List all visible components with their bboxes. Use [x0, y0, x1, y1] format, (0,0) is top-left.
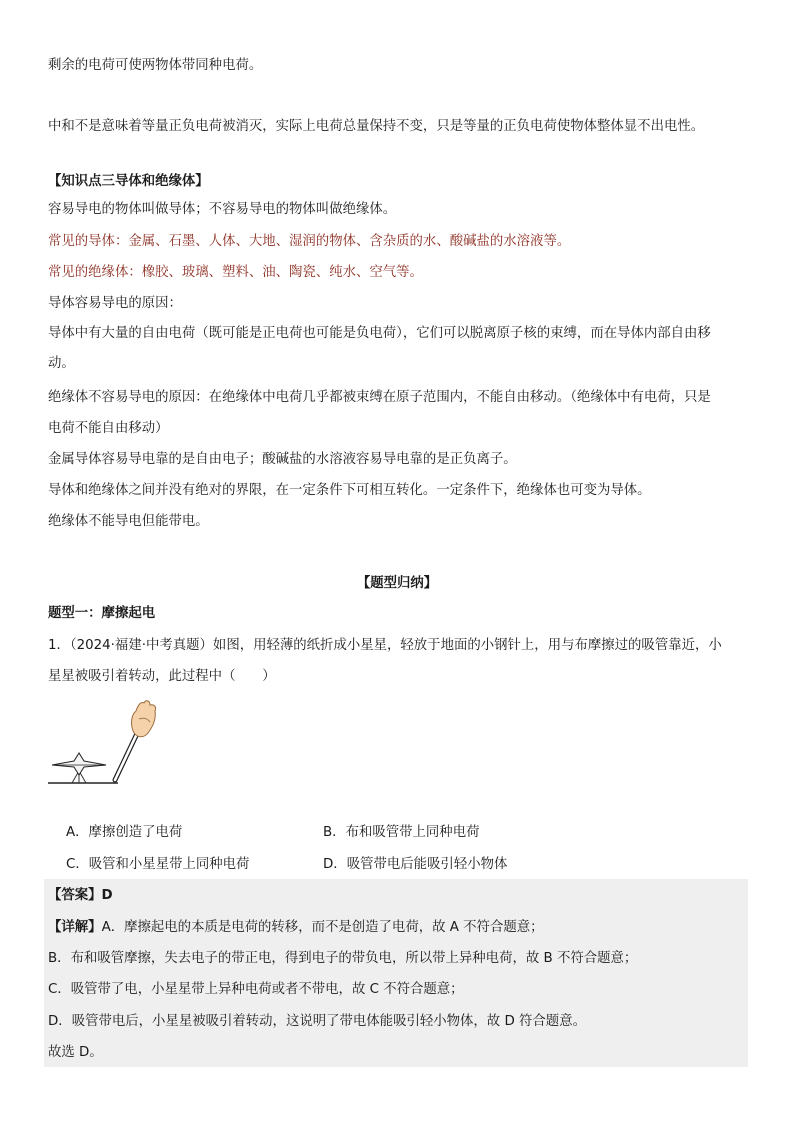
conductor-reason-line2: 动。	[48, 356, 75, 371]
paper-star	[52, 753, 106, 775]
option-a: A．摩擦创造了电荷	[66, 825, 183, 840]
star-straw-figure	[46, 695, 164, 793]
question-stem-line1: 1．（2024·福建·中考真题）如图，用轻薄的纸折成小星星，轻放于地面的小钢针上，用与布摩擦过的吸管靠近，小	[48, 638, 722, 653]
insulator-reason-line1: 绝缘体不容易导电的原因：在绝缘体中电荷几乎都被束缚在原子范围内，不能自由移动。（绝缘体中有电荷，只是	[48, 390, 711, 405]
definition-text: 容易导电的物体叫做导体；不容易导电的物体叫做绝缘体。	[48, 202, 397, 217]
question-stem-line2: 星星被吸引着转动，此过程中（ ）	[48, 669, 276, 684]
answer-label: 【答案】D	[48, 888, 113, 903]
conductor-reason-title: 导体容易导电的原因：	[48, 296, 182, 311]
detail-line-d: D．吸管带电后，小星星被吸引着转动，这说明了带电体能吸引轻小物体，故 D 符合题意。	[48, 1014, 586, 1029]
answer-box	[44, 879, 748, 1067]
detail-line-c: C．吸管带了电，小星星带上异种电荷或者不带电，故 C 不符合题意；	[48, 982, 464, 997]
conductors-list: 常见的导体：金属、石墨、人体、大地、湿润的物体、含杂质的水、酸碱盐的水溶液等。	[48, 234, 571, 249]
option-c: C．吸管和小星星带上同种电荷	[66, 857, 250, 872]
section-title: 【题型归纳】	[356, 576, 438, 591]
conclusion-text: 故选 D。	[48, 1045, 103, 1060]
detail-line-a	[48, 918, 544, 938]
paragraph-neutralization: 中和不是意味着等量正负电荷被消灭，实际上电荷总量保持不变，只是等量的正负电荷使物体整体显不出电性。	[48, 119, 705, 134]
insulator-charge-text: 绝缘体不能导电但能带电。	[48, 514, 209, 529]
knowledge-heading: 【知识点三导体和绝缘体】	[48, 174, 209, 189]
detail-a-text: A．摩擦起电的本质是电荷的转移，而不是创造了电荷，故 A 不符合题意；	[101, 920, 544, 935]
conductor-reason-line1: 导体中有大量的自由电荷（既可能是正电荷也可能是负电荷），它们可以脱离原子核的束缚，而在导体内部自由移	[48, 326, 711, 341]
option-d: D．吸管带电后能吸引轻小物体	[323, 857, 508, 872]
charge-carriers-text: 金属导体容易导电靠的是自由电子；酸碱盐的水溶液容易导电靠的是正负离子。	[48, 452, 517, 467]
paragraph-remaining-charge: 剩余的电荷可使两物体带同种电荷。	[48, 58, 263, 73]
question-type-heading: 题型一：摩擦起电	[48, 606, 156, 621]
insulator-reason-line2: 电荷不能自由移动）	[48, 421, 169, 436]
hand	[132, 701, 156, 737]
detail-label: 【详解】	[48, 920, 102, 935]
detail-line-b: B．布和吸管摩擦，失去电子的带正电，得到电子的带负电，所以带上异种电荷，故 B 不符合题意；	[48, 951, 638, 966]
option-b: B．布和吸管带上同种电荷	[323, 825, 480, 840]
insulators-list: 常见的绝缘体：橡胶、玻璃、塑料、油、陶瓷、纯水、空气等。	[48, 265, 423, 280]
transformation-text: 导体和绝缘体之间并没有绝对的界限，在一定条件下可相互转化。一定条件下，绝缘体也可变为导体。	[48, 483, 651, 498]
